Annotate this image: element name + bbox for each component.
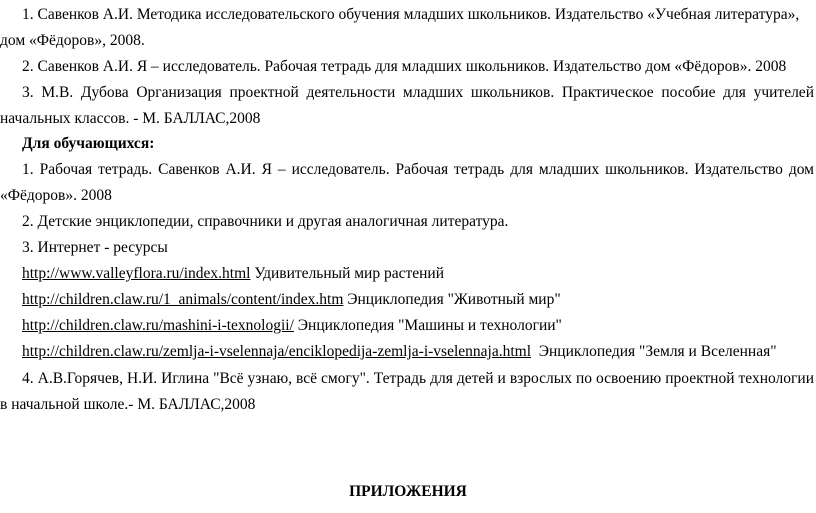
resource-link-valleyflora[interactable]: http://www.valleyflora.ru/index.html <box>22 265 251 282</box>
resource-link-row <box>0 290 816 310</box>
resource-link-row <box>0 264 816 284</box>
reference-item-2: 2. Савенков А.И. Я – исследователь. Рабочая тетрадь для младших школьников. Издательство дом «Фёдоров». 2008 <box>22 58 787 75</box>
student-item-2: 2. Детские энциклопедии, справочники и другая аналогичная литература. <box>22 213 509 230</box>
student-item-3: 3. Интернет - ресурсы <box>22 239 168 256</box>
resource-link-description: Энциклопедия "Земля и Вселенная" <box>531 343 777 360</box>
resource-link-description: Удивительный мир растений <box>250 265 445 282</box>
appendix-heading: ПРИЛОЖЕНИЯ <box>349 483 467 500</box>
resource-link-description: Энциклопедия "Животный мир" <box>343 291 561 308</box>
resource-link-animals[interactable]: http://children.claw.ru/1_animals/content/index.htm <box>22 291 344 308</box>
resource-link-machines[interactable]: http://children.claw.ru/mashini-i-texnologii/ <box>22 317 294 334</box>
student-item-1-line-2: «Фёдоров». 2008 <box>0 187 112 204</box>
resource-link-description: Энциклопедия "Машины и технологии" <box>293 317 562 334</box>
reference-item-3-line-1: 3. М.В. Дубова Организация проектной деятельности младших школьников. Практическое пособие для учителей <box>22 84 814 101</box>
student-item-1-line-1: 1. Рабочая тетрадь. Савенков А.И. Я – исследователь. Рабочая тетрадь для младших школьников. Издательство дом <box>22 161 814 178</box>
students-heading: Для обучающихся: <box>22 135 155 152</box>
student-item-4-line-2: в начальной школе.- М. БАЛЛАС,2008 <box>0 396 256 413</box>
resource-link-earth-universe[interactable]: http://children.claw.ru/zemlja-i-vselennaja/enciklopedija-zemlja-i-vselennaja.html <box>22 343 531 360</box>
student-item-4-line-1: 4. А.В.Горячев, Н.И. Иглина "Всё узнаю, всё смогу". Тетрадь для детей и взрослых по освоению проектной технологии <box>22 370 814 387</box>
resource-link-row <box>0 342 816 362</box>
reference-item-1-line-2: дом «Фёдоров», 2008. <box>0 32 145 49</box>
reference-item-1-line-1: 1. Савенков А.И. Методика исследовательского обучения младших школьников. Издательство «Учебная литература», <box>22 6 800 23</box>
resource-link-row <box>0 316 816 336</box>
reference-item-3-line-2: начальных классов. - М. БАЛЛАС,2008 <box>0 110 261 127</box>
